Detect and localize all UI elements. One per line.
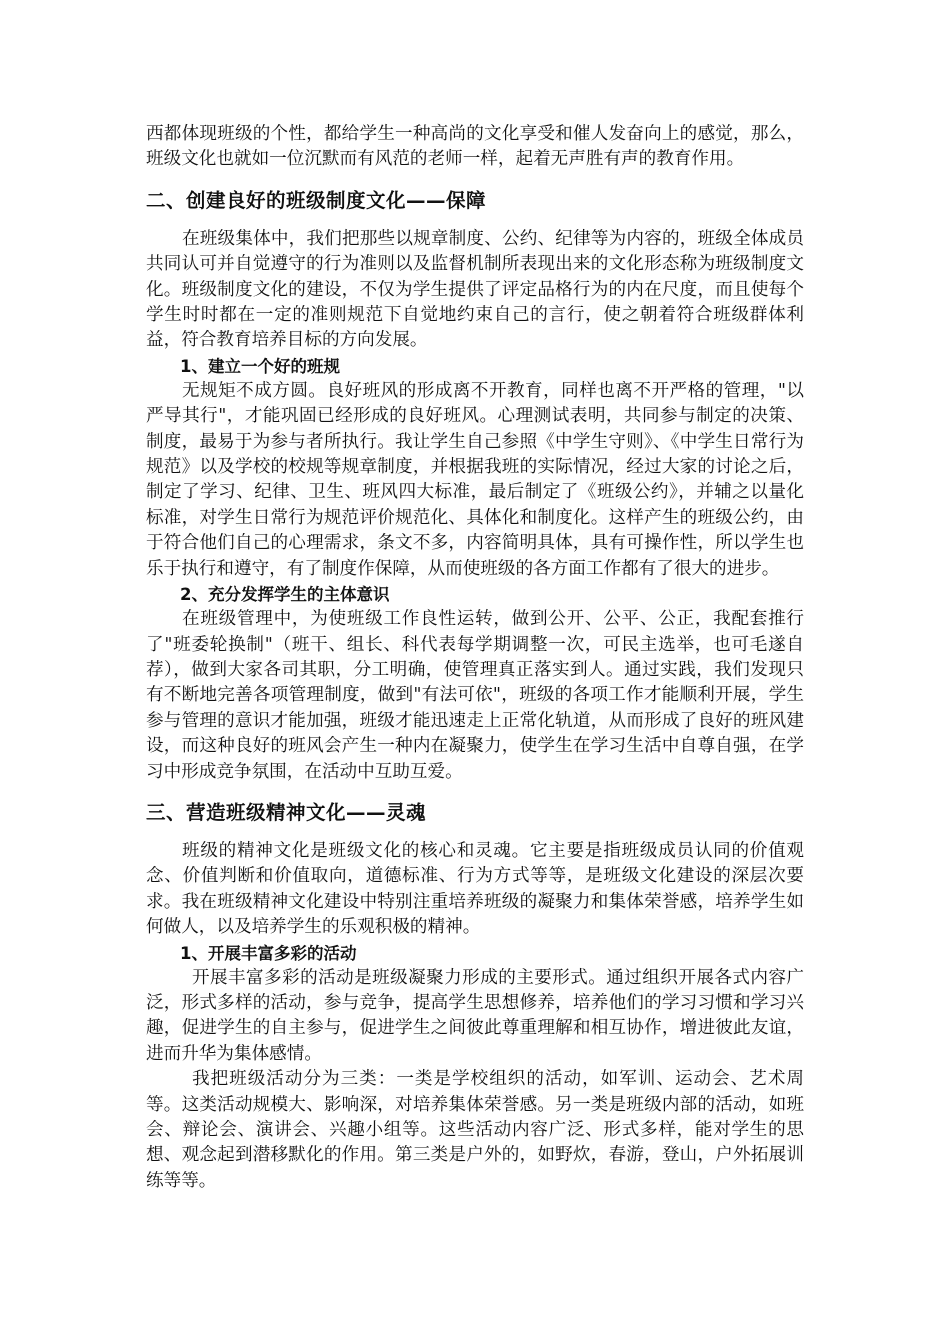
section-2-subheading-1: 1、建立一个好的班规 [180, 356, 340, 376]
section-3-paragraph: 班级的精神文化是班级文化的核心和灵魂。它主要是指班级成员认同的价值观念、价值判断和价值取向，道德标准、行为方式等等，是班级文化建设的深层次要求。我在班级精神文化建设中特别注重培养班级的凝聚力和集体荣誉感，培养学生如何做人，以及培养学生的乐观积极的精神。 [146, 840, 804, 938]
section-2-paragraph: 在班级集体中，我们把那些以规章制度、公约、纪律等为内容的，班级全体成员共同认可并自觉遵守的行为准则以及监督机制所表现出来的文化形态称为班级制度文化。班级制度文化的建设，不仅为学生提供了评定品格行为的内在尺度，而且使每个学生时时都在一定的准则规范下自觉地约束自己的言行，使之朝着符合班级群体利益，符合教育培养目标的方向发展。 [146, 228, 804, 351]
section-3-heading: 三、营造班级精神文化——灵魂 [146, 800, 427, 824]
section-2-subheading-2: 2、充分发挥学生的主体意识 [180, 585, 390, 605]
section-2-sub-2-paragraph: 在班级管理中，为使班级工作良性运转，做到公开、公平、公正，我配套推行了"班委轮换制"（班干、组长、科代表每学期调整一次，可民主选举，也可毛遂自荐），做到大家各司其职，分工明确，使管理真正落实到人。通过实践，我们发现只有不断地完善各项管理制度，做到"有法可依"，班级的各项工作才能顺利开展，学生参与管理的意识才能加强，班级才能迅速走上正常化轨道，从而形成了良好的班风建设，而这种良好的班风会产生一种内在凝聚力，使学生在学习生活中自尊自强，在学习中形成竞争氛围，在活动中互助互爱。 [146, 609, 804, 782]
section-3-sub-1-paragraph-1: 开展丰富多彩的活动是班级凝聚力形成的主要形式。通过组织开展各式内容广泛，形式多样的活动，参与竞争，提高学生思想修养，培养他们的学习习惯和学习兴趣，促进学生的自主参与，促进学生之间彼此尊重理解和相互协作，增进彼此友谊，进而升华为集体感情。 [146, 967, 804, 1064]
document-page [146, 122, 804, 1194]
section-2-sub-1-paragraph: 无规矩不成方圆。良好班风的形成离不开教育，同样也离不开严格的管理，"以严导其行"，才能巩固已经形成的良好班风。心理测试表明，共同参与制定的决策、制度，最易于为参与者所执行。我让学生自己参照《中学生守则》、《中学生日常行为规范》以及学校的校规等规章制度，并根据我班的实际情况，经过大家的讨论之后，制定了学习、纪律、卫生、班风四大标准，最后制定了《班级公约》，并辅之以量化标准，对学生日常行为规范评价规范化、具体化和制度化。这样产生的班级公约，由于符合他们自己的心理需求，条文不多，内容简明具体，具有可操作性，所以学生也乐于执行和遵守，有了制度作保障，从而使班级的各方面工作都有了很大的进步。 [146, 380, 804, 579]
section-3-subheading-1: 1、开展丰富多彩的活动 [180, 943, 357, 963]
section-3-sub-1-paragraph-2: 我把班级活动分为三类：一类是学校组织的活动，如军训、运动会、艺术周等。这类活动规模大、影响深，对培养集体荣誉感。另一类是班级内部的活动，如班会、辩论会、演讲会、兴趣小组等。这些活动内容广泛、形式多样，能对学生的思想、观念起到潜移默化的作用。第三类是户外的，如野炊，春游，登山，户外拓展训练等等。 [146, 1069, 804, 1191]
paragraph-intro-end: 西都体现班级的个性，都给学生一种高尚的文化享受和催人发奋向上的感觉，那么，班级文化也就如一位沉默而有风范的老师一样，起着无声胜有声的教育作用。 [146, 124, 804, 170]
section-2-heading: 二、创建良好的班级制度文化——保障 [146, 188, 487, 212]
